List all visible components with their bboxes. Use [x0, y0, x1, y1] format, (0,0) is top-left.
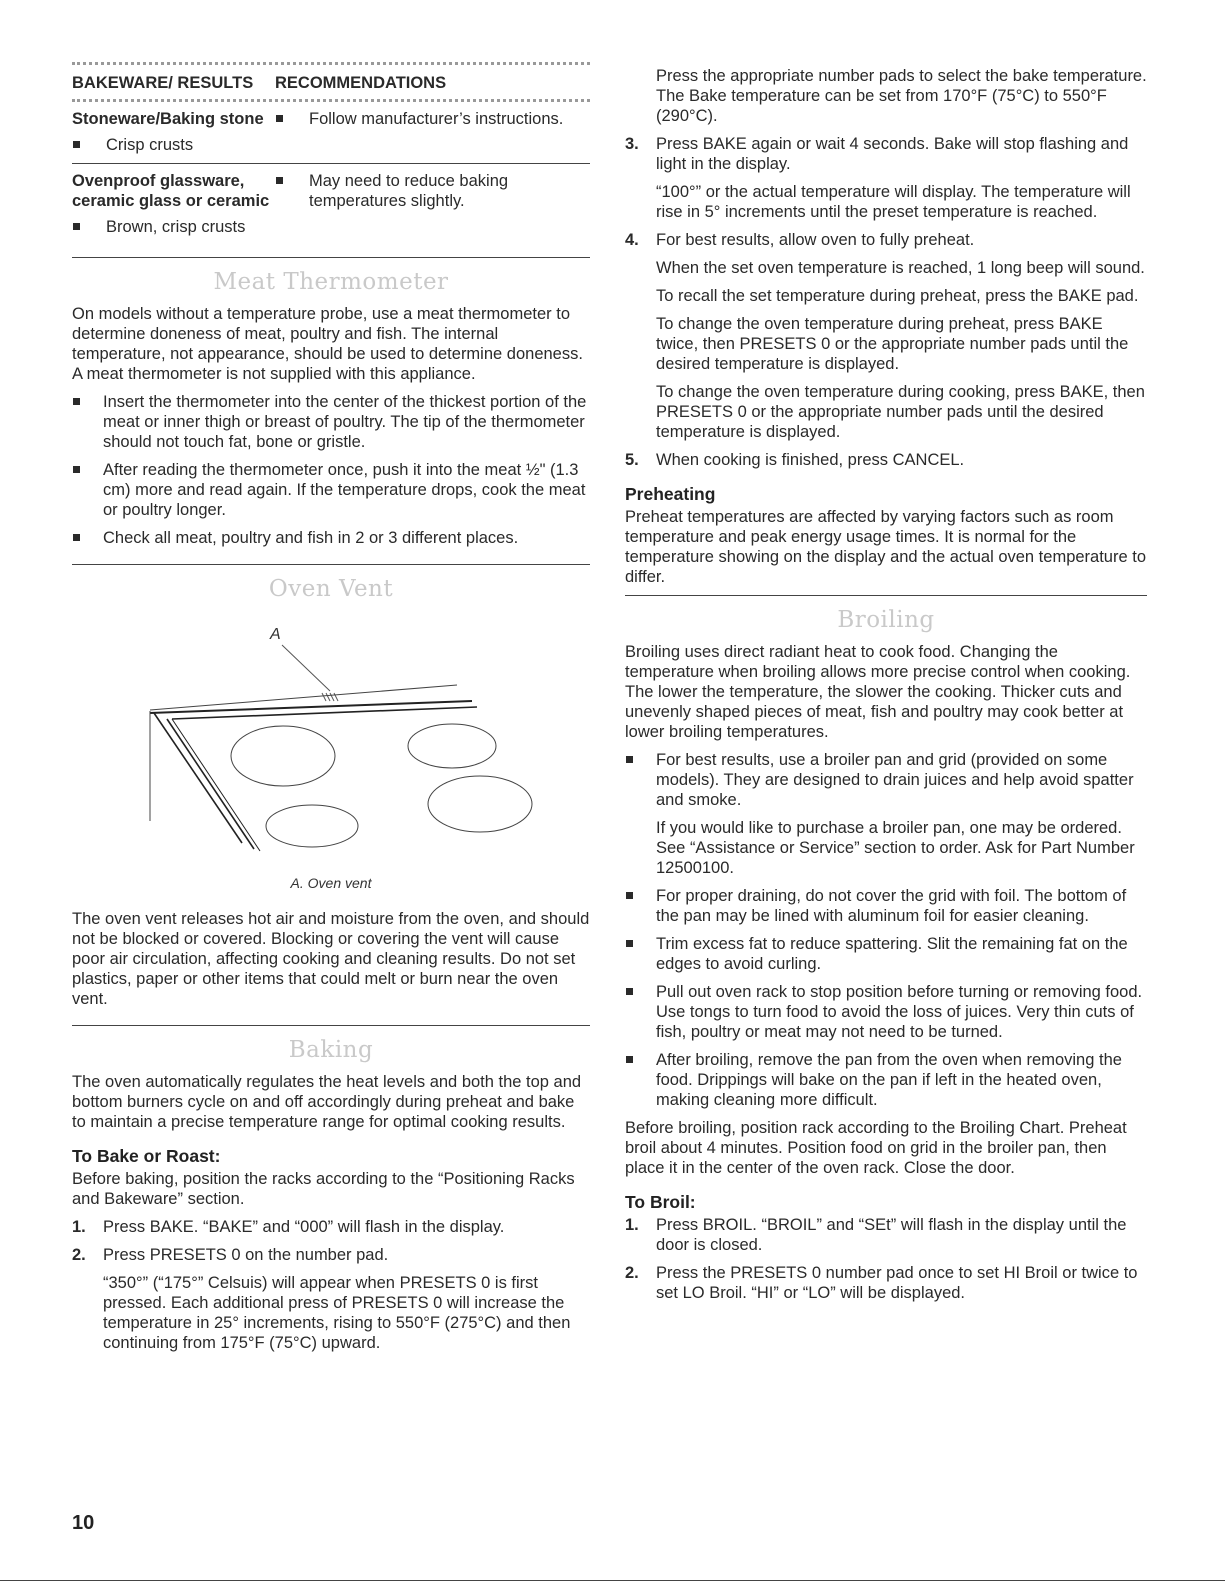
- list-item-detail: If you would like to purchase a broiler pan, one may be ordered. See “Assistance or Service” section to order. Ask for Part Number 12500100.: [656, 819, 1135, 877]
- list-item: Trim excess fat to reduce spattering. Slit the remaining fat on the edges to avoid curling.: [625, 934, 1147, 974]
- list-item: Pull out oven rack to stop position before turning or removing food. Use tongs to turn food to avoid the loss of juices. Very thin cuts of fish, poultry or meat may not need to be turned.: [625, 982, 1147, 1042]
- bakeware-table: [72, 62, 590, 258]
- baking-intro: The oven automatically regulates the heat levels and both the top and bottom burners cycle on and off accordingly during preheat and bake to maintain a precise temperature range for optimal cooking results.: [72, 1073, 582, 1131]
- recommendation: May need to reduce baking temperatures slightly.: [275, 171, 590, 211]
- step-4-detail: To recall the set temperature during preheat, press the BAKE pad.: [656, 287, 1139, 305]
- step-3-detail: “100°” or the actual temperature will display. The temperature will rise in 5° increments until the preset temperature is reached.: [656, 183, 1131, 221]
- page-number: 10: [72, 1512, 95, 1534]
- oven-vent-title: Oven Vent: [268, 576, 394, 602]
- list-item: Insert the thermometer into the center of the thickest portion of the meat or inner thigh or breast of poultry. The tip of the thermometer should not touch fat, bone or gristle.: [72, 392, 590, 452]
- step-2: 2. Press PRESETS 0 on the number pad.: [72, 1246, 389, 1264]
- page-bottom-rule: [0, 1580, 1225, 1581]
- oven-vent-figure: [72, 611, 590, 871]
- header-recommendations: RECOMMENDATIONS: [275, 74, 447, 92]
- preheating-heading: Preheating: [625, 484, 716, 504]
- bakeware-name: Ovenproof glassware, ceramic glass or ceramic: [72, 172, 270, 210]
- step-5: 5. When cooking is finished, press CANCEL.: [625, 451, 965, 469]
- list-item: For proper draining, do not cover the grid with foil. The bottom of the pan may be lined with aluminum foil for easier cleaning.: [625, 886, 1147, 926]
- list-item: After reading the thermometer once, push it into the meat ½" (1.3 cm) more and read again. If the temperature drops, cook the meat or poultry longer.: [72, 460, 590, 520]
- preheating-text: Preheat temperatures are affected by varying factors such as room temperature and peak energy usage times. It is normal for the temperature showing on the display and the actual oven temperature to differ.: [625, 508, 1146, 586]
- divider: [72, 1025, 590, 1026]
- figure-label: A: [270, 626, 281, 643]
- step-4: 4. For best results, allow oven to fully preheat.: [625, 231, 975, 249]
- left-column: [72, 62, 590, 1361]
- table-row: [72, 164, 590, 258]
- meat-thermometer-intro: On models without a temperature probe, use a meat thermometer to determine doneness of meat, poultry and fish. The internal temperature, not appearance, should be used to determine doneness. A meat thermometer is not supplied with this appliance.: [72, 305, 583, 383]
- recommendation: Follow manufacturer’s instructions.: [275, 109, 590, 129]
- list-item: Check all meat, poultry and fish in 2 or 3 different places.: [72, 528, 590, 548]
- step-3: 3. Press BAKE again or wait 4 seconds. Bake will stop flashing and light in the display.: [625, 135, 1129, 173]
- step-4-detail: To change the oven temperature during preheat, press BAKE twice, then PRESETS 0 or the appropriate number pads until the desired temperature is displayed.: [656, 315, 1129, 373]
- broiling-title: Broiling: [837, 607, 935, 633]
- figure-caption: A. Oven vent: [290, 875, 372, 891]
- broiling-intro: Broiling uses direct radiant heat to cook food. Changing the temperature when broiling allows more precise control when cooking. The lower the temperature, the slower the cooking. Thicker cuts and unevenly shaped pieces of meat, fish and poultry may cook better at lower broiling temperatures.: [625, 643, 1131, 741]
- step-4-detail: To change the oven temperature during cooking, press BAKE, then PRESETS 0 or the appropriate number pads until the desired temperature is displayed.: [656, 383, 1145, 441]
- oven-vent-text: The oven vent releases hot air and moisture from the oven, and should not be blocked or covered. Blocking or covering the vent will cause poor air circulation, affecting cooking and cleaning results. Do not set plastics, paper or other items that could melt or burn near the oven vent.: [72, 910, 590, 1008]
- broil-step-1: 1. Press BROIL. “BROIL” and “SEt” will flash in the display until the door is closed.: [625, 1216, 1127, 1254]
- bakeware-name: Stoneware/Baking stone: [72, 110, 264, 128]
- baking-title: Baking: [288, 1037, 374, 1063]
- to-bake-heading: To Bake or Roast:: [72, 1146, 221, 1166]
- broiling-outro: Before broiling, position rack according to the Broiling Chart. Preheat broil about 4 minutes. Position food on grid in the broiler pan, then place it in the center of the oven rack. Close the door.: [625, 1119, 1127, 1177]
- step-2-detail-continued: Press the appropriate number pads to select the bake temperature. The Bake temperature can be set from 170°F (75°C) to 550°F (290°C).: [656, 67, 1147, 125]
- bakeware-result: Brown, crisp crusts: [72, 217, 275, 237]
- header-bakeware: BAKEWARE/ RESULTS: [72, 74, 254, 92]
- divider: [625, 595, 1147, 596]
- list-item: For best results, use a broiler pan and grid (provided on some models). They are designed to drain juices and help avoid spatter and smoke.: [625, 750, 1147, 810]
- to-broil-heading: To Broil:: [625, 1192, 696, 1212]
- broil-step-2: 2. Press the PRESETS 0 number pad once to set HI Broil or twice to set LO Broil. “HI” or “LO” will be displayed.: [625, 1264, 1138, 1302]
- to-bake-intro: Before baking, position the racks according to the “Positioning Racks and Bakeware” section.: [72, 1170, 575, 1208]
- table-header: [72, 65, 590, 102]
- step-1: 1. Press BAKE. “BAKE” and “000” will flash in the display.: [72, 1218, 505, 1236]
- list-item: After broiling, remove the pan from the oven when removing the food. Drippings will bake on the pan if left in the heated oven, making cleaning more difficult.: [625, 1050, 1147, 1110]
- table-row: [72, 102, 590, 164]
- step-2-detail: “350°” (“175°” Celsuis) will appear when PRESETS 0 is first pressed. Each additional press of PRESETS 0 will increase the temperature in 25° increments, rising to 550°F (275°C) and then continuing from 175°F (75°C) upward.: [103, 1274, 571, 1352]
- cooktop-illustration: [72, 611, 590, 871]
- step-4-detail: When the set oven temperature is reached, 1 long beep will sound.: [656, 259, 1145, 277]
- divider: [72, 564, 590, 565]
- right-column: [625, 66, 1147, 1311]
- bakeware-result: Crisp crusts: [72, 135, 275, 155]
- meat-thermometer-title: Meat Thermometer: [213, 269, 449, 295]
